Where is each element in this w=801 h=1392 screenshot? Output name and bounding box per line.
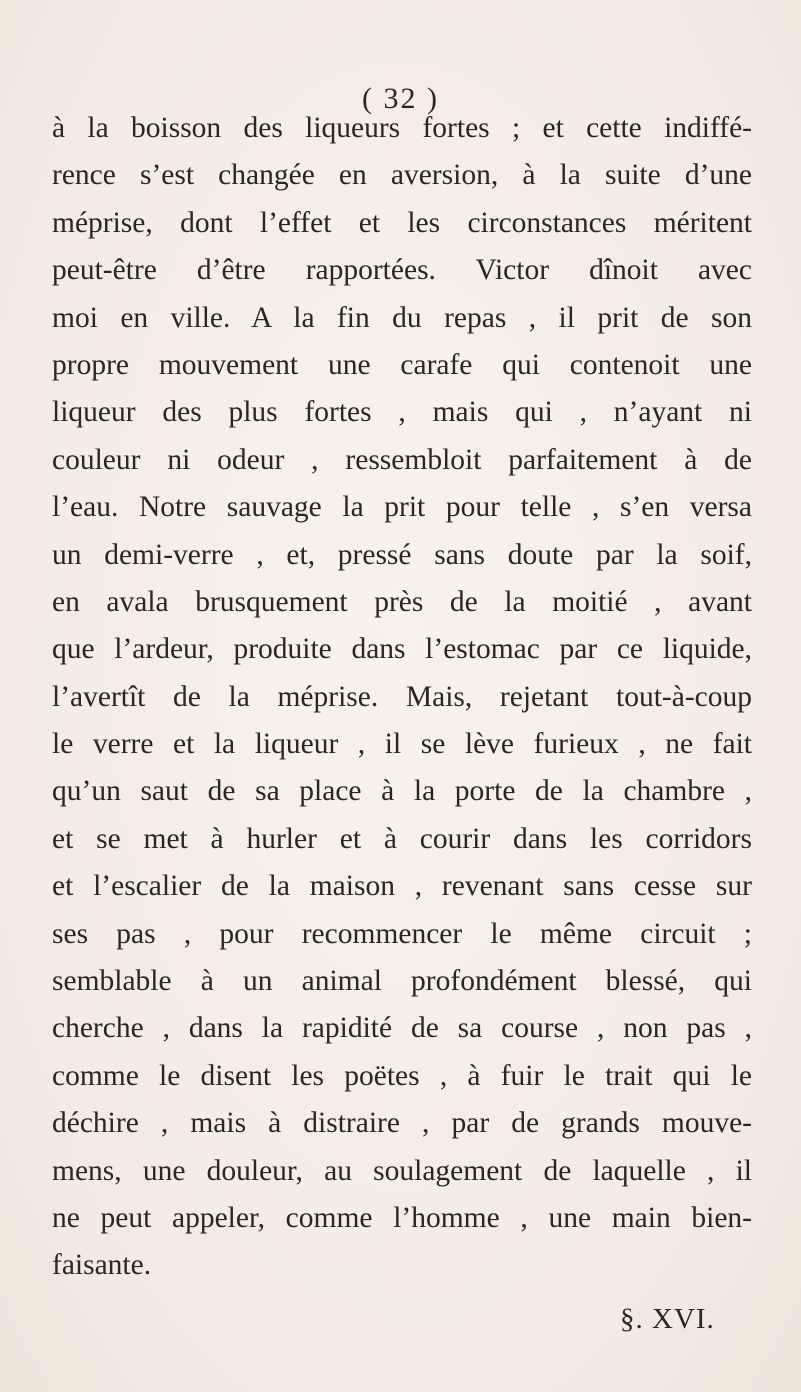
text-line: et l’escalier de la maison , revenant sans cesse sur <box>52 870 752 903</box>
text-line: un demi-verre , et, pressé sans doute par la soif, <box>52 538 752 571</box>
page-number: ( 32 ) <box>362 82 439 115</box>
text-line: l’eau. Notre sauvage la prit pour telle , s’en versa <box>52 491 752 524</box>
text-line: couleur ni odeur , ressembloit parfaitement à de <box>52 443 752 476</box>
text-line: semblable à un animal profondément blessé, qui <box>52 965 752 998</box>
text-line: cherche , dans la rapidité de sa course , non pas , <box>52 1012 752 1045</box>
text-line: ne peut appeler, comme l’homme , une main bien- <box>52 1201 752 1234</box>
text-line: que l’ardeur, produite dans l’estomac par ce liquide, <box>52 633 752 666</box>
text-line: l’avertît de la méprise. Mais, rejetant tout-à-coup <box>52 680 752 713</box>
text-line: à la boisson des liqueurs fortes ; et cette indiffé- <box>52 112 752 144</box>
text-line: ses pas , pour recommencer le même circuit ; <box>52 917 752 950</box>
text-line: en avala brusquement près de la moitié , avant <box>52 585 752 618</box>
text-line: comme le disent les poëtes , à fuir le trait qui le <box>52 1059 752 1092</box>
text-line: méprise, dont l’effet et les circonstances méritent <box>52 206 752 239</box>
text-line: peut-être d’être rapportées. Victor dînoit avec <box>52 254 752 287</box>
text-line: le verre et la liqueur , il se lève furieux , ne fait <box>52 728 752 761</box>
text-line: et se met à hurler et à courir dans les corridors <box>52 822 752 855</box>
text-line: déchire , mais à distraire , par de grands mouve- <box>52 1107 752 1140</box>
text-line: propre mouvement une carafe qui contenoit une <box>52 348 752 381</box>
body-text <box>52 105 752 1290</box>
text-line: qu’un saut de sa place à la porte de la chambre , <box>52 775 752 808</box>
catchword: §. XVI. <box>620 1303 715 1335</box>
text-line: mens, une douleur, au soulagement de laquelle , il <box>52 1154 752 1187</box>
text-line: faisante. <box>52 1249 152 1282</box>
text-line: moi en ville. A la fin du repas , il prit de son <box>52 301 752 334</box>
text-line: rence s’est changée en aversion, à la suite d’une <box>52 159 752 192</box>
text-line: liqueur des plus fortes , mais qui , n’ayant ni <box>52 396 752 429</box>
